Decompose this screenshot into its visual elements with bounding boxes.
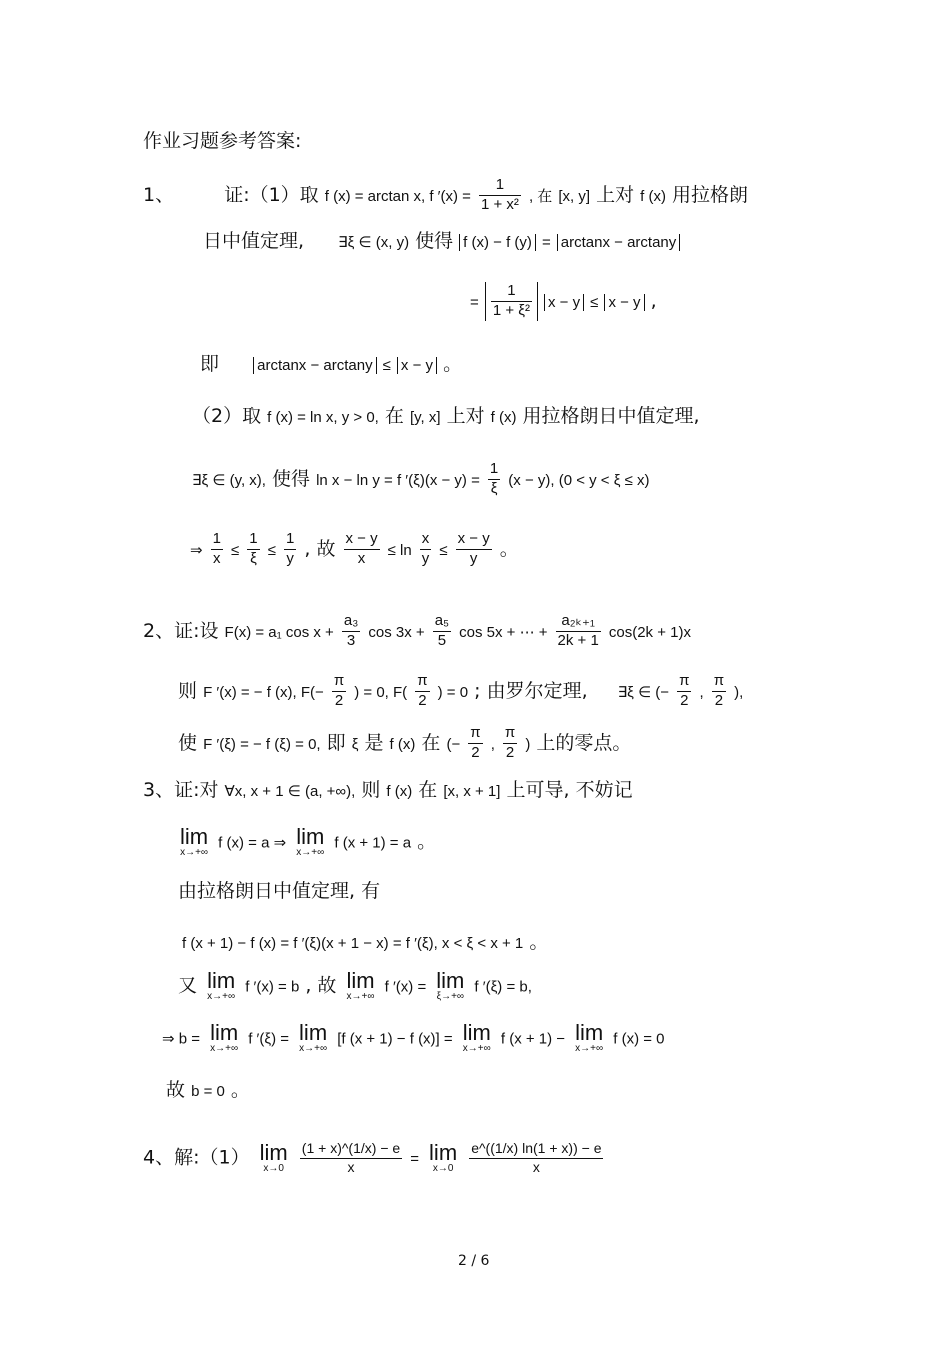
p2-math: , [699, 683, 704, 701]
implies-arrow: ⇒ [190, 541, 203, 559]
p1-text: 上对 [446, 405, 485, 427]
p3-line4 [182, 933, 548, 952]
p3-math: ⇒ b = [162, 1030, 201, 1048]
p2-line1 [143, 612, 691, 651]
p3-math: [f (x + 1) − f (x)] = [337, 1030, 453, 1048]
p1-text: 使得 [415, 230, 454, 252]
p3-math: [x, x + 1] [443, 783, 501, 800]
abs-value: f (x) − f (y) [459, 234, 536, 251]
limit: lim x→+∞ [180, 824, 209, 858]
p3-text: 。 [529, 931, 549, 953]
p3-text: 又 [178, 974, 198, 997]
p1-math: ≤ ln [387, 541, 412, 559]
p2-math: cos(2k + 1)x [608, 623, 691, 641]
p2-line3 [178, 724, 631, 763]
p2-math: cos 5x + ⋯ + [459, 623, 548, 641]
p1-text: 证:（1）取 [224, 183, 319, 206]
p1-math: [y, x] [409, 409, 441, 426]
p2-math: ) = 0, F( [354, 683, 408, 701]
p1-math: = [470, 293, 479, 311]
limit: lim x→+∞ [296, 824, 325, 858]
p1-text: （2）取 [192, 405, 262, 427]
p1-math: ∃ξ ∈ (y, x), [192, 471, 266, 489]
limit: lim x→+∞ [346, 968, 375, 1002]
p3-math: ∀x, x + 1 ∈ (a, +∞), [224, 783, 356, 800]
p1-text: 上对 [596, 183, 635, 206]
p1-math: ≤ [231, 541, 240, 559]
p1-line6 [192, 460, 650, 499]
limit: lim x→+∞ [210, 1020, 239, 1054]
p1-text: 使得 [272, 467, 311, 490]
p1-math: ≤ [439, 541, 448, 559]
p2-math: ), [734, 683, 744, 701]
fraction: $\frac{\pi}{2}$ [679, 672, 690, 709]
p3-text: 故 [166, 1079, 186, 1101]
p3-math: f (x + 1) − f (x) = f ′(ξ)(x + 1 − x) = f ′(ξ), x < ξ < x + 1 [182, 935, 524, 952]
p3-math: f ′(x) = b [245, 978, 300, 996]
p4-math: = [410, 1150, 419, 1168]
limit: lim x→0 [259, 1140, 288, 1174]
abs-value: arctanx − arctany [557, 234, 680, 251]
abs-value: x − y [544, 294, 584, 311]
fraction: $\frac{1}{x}$ [212, 530, 221, 567]
p3-text: 。 [230, 1079, 250, 1101]
p2-line2 [178, 672, 743, 711]
p1-math: , 在 [528, 187, 553, 205]
p2-text: 则 [178, 679, 198, 702]
p1-number: 1、 [143, 183, 175, 206]
fraction: $\frac{\text{a₂ₖ₊₁}}{2k + 1}$ [557, 612, 599, 649]
p3-math: f (x) = a ⇒ [218, 834, 287, 852]
p1-text: 即 [200, 353, 220, 375]
p1-text: 。 [499, 537, 519, 560]
p1-text: , [650, 289, 657, 312]
p3-math: f (x) = 0 [613, 1030, 665, 1048]
p3-text: 3、证:对 [143, 779, 219, 801]
fraction: $\frac{1}{y}$ [285, 530, 295, 567]
p2-text: 即 [326, 731, 346, 754]
p1-math: [x, y] [558, 187, 591, 205]
p2-math: ) = 0 [437, 683, 469, 701]
fraction: $\frac{\pi}{2}$ [713, 672, 725, 709]
abs-value: x − y [397, 357, 437, 374]
p3-math: b = 0 [191, 1083, 225, 1100]
p3-text: 在 [418, 779, 438, 801]
limit: lim x→+∞ [575, 1020, 604, 1054]
limit: lim x→0 [429, 1140, 458, 1174]
p2-math: F ′(x) = − f (x), F(− [203, 683, 324, 701]
p1-line7 [190, 530, 519, 569]
p3-math: f (x + 1) = a [334, 834, 412, 852]
p1-math: ≤ [382, 357, 391, 374]
p3-line5 [178, 970, 532, 1002]
p2-math: ξ [351, 735, 359, 753]
limit: lim x→+∞ [462, 1020, 491, 1054]
p3-text: 。 [417, 830, 437, 853]
p4-text: 4、解:（1） [143, 1146, 250, 1169]
fraction: $\frac{1}{\xi}$ [489, 460, 499, 497]
p1-math: ∃ξ ∈ (x, y) [338, 234, 410, 251]
p1-math: f (x) = arctan x, f ′(x) = [324, 187, 471, 205]
p1-math: ≤ [590, 293, 599, 311]
page-number: 2 / 6 [458, 1253, 490, 1269]
p2-text: ; 由罗尔定理, [474, 679, 588, 702]
fraction: $\frac{\text{a₃}}{3}$ [343, 612, 359, 649]
p2-text: 是 [364, 731, 384, 754]
p2-text: 上的零点。 [536, 731, 632, 754]
fraction: $\frac{1}{\text{1 + ξ²}}$ [492, 282, 530, 319]
p1-line5 [192, 407, 700, 426]
fraction: $\frac{x - y}{y}$ [457, 530, 490, 567]
limit: lim ξ→+∞ [436, 968, 465, 1002]
p2-math: f (x) [389, 735, 416, 753]
p1-math: ln x − ln y = f ′(ξ)(x − y) = [316, 471, 480, 489]
p2-text: 在 [421, 731, 441, 754]
limit: lim x→+∞ [207, 968, 236, 1002]
p2-math: F ′(ξ) = − f (ξ) = 0, [203, 735, 321, 753]
p3-line6 [162, 1022, 665, 1054]
p3-text: 则 [361, 779, 381, 801]
p4-line1 [143, 1140, 605, 1176]
p1-math: f (x) [490, 409, 517, 426]
p1-text: 用拉格朗 [672, 183, 749, 206]
fraction: $\frac{e\^{}((1/x) \ln(1 + x)) - e}{x}$ [471, 1140, 602, 1175]
p1-line4 [200, 355, 462, 374]
p3-line1 [143, 781, 633, 800]
p3-line7 [166, 1081, 250, 1100]
p2-text: 使 [178, 731, 198, 754]
p2-math: F(x) = a₁ cos x + [224, 623, 334, 641]
p1-line1 [143, 176, 748, 215]
p1-math: f (x) = ln x, y > 0, [267, 409, 379, 426]
p1-text: 。 [443, 353, 463, 375]
abs-value [485, 282, 538, 321]
abs-value: arctanx − arctany [253, 357, 376, 374]
p1-math: ≤ [267, 541, 276, 559]
p1-math: (x − y), (0 < y < ξ ≤ x) [508, 471, 650, 489]
p1-math: = [541, 234, 551, 251]
p3-text: 上可导, 不妨记 [506, 779, 633, 801]
p2-math: ∃ξ ∈ (− [617, 683, 670, 701]
fraction: $\frac{\pi}{2}$ [417, 672, 428, 709]
abs-value: x − y [604, 294, 644, 311]
p1-text: 日中值定理, [203, 230, 305, 252]
p2-math: ) [525, 735, 531, 753]
fraction: $\frac{x}{y}$ [421, 530, 430, 567]
fraction: $\frac{x - y}{x}$ [345, 530, 378, 567]
p2-math: , [490, 735, 495, 753]
fraction: $\frac{(1 + x)\^{}(1/x) - e}{x}$ [301, 1140, 401, 1175]
fraction: $\frac{\pi}{2}$ [470, 724, 481, 761]
fraction: $\frac{\text{a₅}}{5}$ [434, 612, 450, 649]
p3-math: f ′(x) = [384, 978, 427, 996]
heading: 作业习题参考答案: [143, 130, 302, 152]
p3-math: f ′(ξ) = b, [474, 978, 532, 996]
p1-line3 [470, 282, 657, 321]
p3-math: f (x + 1) − [500, 1030, 566, 1048]
p1-text: 用拉格朗日中值定理, [522, 405, 700, 427]
p1-text: , 故 [304, 537, 336, 560]
fraction: $\frac{1}{\xi}$ [249, 530, 258, 567]
p3-text: , 故 [305, 974, 337, 997]
fraction: $\frac{\pi}{2}$ [333, 672, 345, 709]
p2-math: (− [446, 735, 461, 753]
p3-math: f (x) [386, 783, 413, 800]
limit: lim x→+∞ [299, 1020, 328, 1054]
p1-line2 [203, 232, 680, 251]
p2-math: cos 3x + [368, 623, 425, 641]
fraction: $\frac{1}{\text{1 + x²}}$ [480, 176, 519, 213]
p2-text: 2、证:设 [143, 619, 219, 642]
fraction: $\frac{\pi}{2}$ [504, 724, 516, 761]
p1-text: 在 [384, 405, 404, 427]
p3-line3: 由拉格朗日中值定理, 有 [178, 880, 381, 902]
p3-math: f ′(ξ) = [248, 1030, 289, 1048]
p3-line2 [176, 826, 436, 858]
p1-math: f (x) [640, 187, 666, 205]
